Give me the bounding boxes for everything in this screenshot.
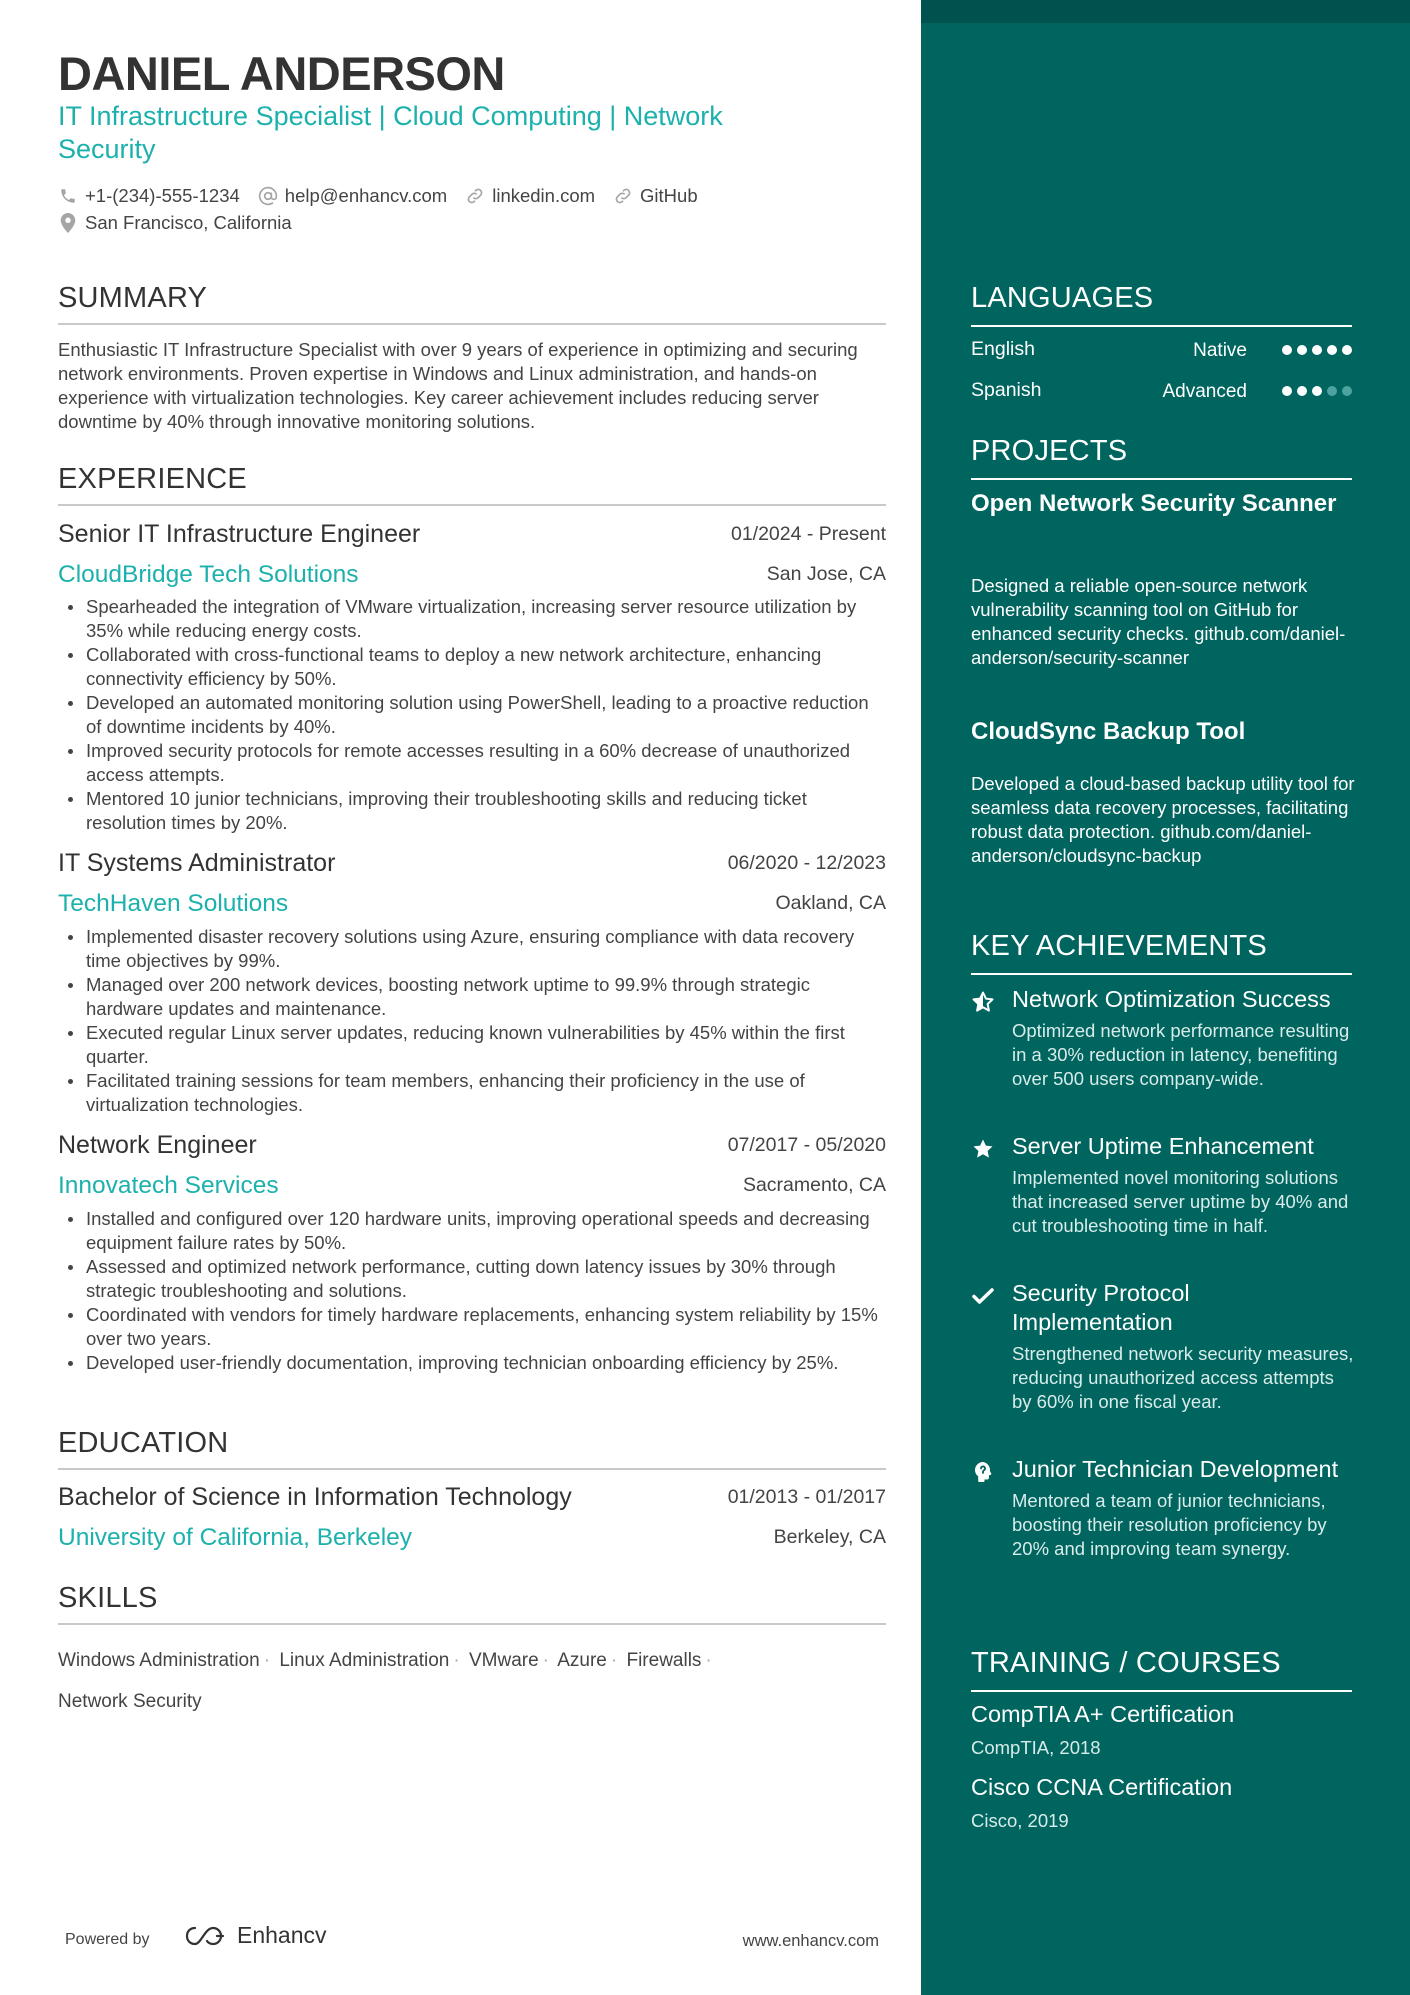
list-item: Developed user-friendly documentation, improving technician onboarding efficiency by 25%. xyxy=(58,1351,888,1375)
achievement-title: Network Optimization Success xyxy=(1012,986,1331,1012)
job-bullets xyxy=(58,595,888,835)
language-spanish xyxy=(971,379,1352,407)
list-item: Installed and configured over 120 hardware units, improving operational speeds and decreasing equipment failure rates by 50%. xyxy=(58,1207,888,1255)
contact-info xyxy=(58,182,878,236)
skills-heading: SKILLS xyxy=(58,1582,886,1625)
job-title: Senior IT Infrastructure Engineer xyxy=(58,520,421,548)
star-half-icon xyxy=(971,990,995,1014)
projects-heading: PROJECTS xyxy=(971,435,1352,480)
job-location: San Jose, CA xyxy=(766,563,886,585)
experience-heading: EXPERIENCE xyxy=(58,463,886,506)
summary-text: Enthusiastic IT Infrastructure Specialist with over 9 years of experience in optimizing and securing network environments. Proven expertise in Windows and Linux administration, and hands-on experience with virtualization technologies. Key career achievement includes reducing server downtime by 40% through innovative monitoring solutions. xyxy=(58,339,858,432)
list-item: Mentored 10 junior technicians, improving their troubleshooting skills and reducing ticket resolution times by 20%. xyxy=(58,787,888,835)
job-dates: 01/2024 - Present xyxy=(730,523,886,545)
achievement-description: Optimized network performance resulting in a 30% reduction in latency, benefiting over 500 users company-wide. xyxy=(1012,1020,1350,1089)
candidate-name: DANIEL ANDERSON xyxy=(58,47,505,100)
phone[interactable] xyxy=(58,185,240,207)
github-link[interactable] xyxy=(613,185,698,207)
course-item xyxy=(971,1773,1352,1832)
linkedin-text: linkedin.com xyxy=(492,184,596,206)
degree: Bachelor of Science in Information Technology xyxy=(58,1483,572,1511)
rating-dot-empty xyxy=(1327,386,1337,396)
achievement-item xyxy=(971,1455,1356,1561)
achievement-item xyxy=(971,1132,1356,1238)
sidebar-top-bar xyxy=(921,0,1410,23)
phone-icon xyxy=(58,186,78,206)
language-rating xyxy=(1277,345,1352,355)
email[interactable] xyxy=(258,185,447,207)
check-icon xyxy=(971,1284,995,1308)
job-location: Sacramento, CA xyxy=(742,1174,886,1196)
enhancv-logo-icon xyxy=(183,1924,229,1948)
list-item: Collaborated with cross-functional teams to deploy a new network architecture, enhancing connectivity efficiency by 50%. xyxy=(58,643,888,691)
training-heading: TRAINING / COURSES xyxy=(971,1647,1352,1692)
skills-list: Windows Administration · Linux Administration · VMware · Azure · Firewalls · Network Security xyxy=(58,1650,712,1712)
language-english xyxy=(971,338,1352,366)
job-bullets xyxy=(58,1207,888,1375)
linkedin-link[interactable] xyxy=(465,185,595,207)
job-dates: 07/2017 - 05/2020 xyxy=(727,1134,886,1156)
powered-by-label: Powered by xyxy=(65,1931,150,1948)
brain-icon xyxy=(971,1460,995,1484)
job-title: Network Engineer xyxy=(58,1131,257,1159)
skill-tag: Firewalls xyxy=(626,1650,702,1671)
job-title: IT Systems Administrator xyxy=(58,849,336,877)
list-item: Facilitated training sessions for team members, enhancing their proficiency in the use of virtualization technologies. xyxy=(58,1069,888,1117)
location xyxy=(58,212,292,234)
rating-dot-filled xyxy=(1327,345,1337,355)
language-rating xyxy=(1277,386,1352,396)
sidebar-column xyxy=(921,0,1410,1995)
job-company[interactable]: TechHaven Solutions xyxy=(58,890,289,917)
course-title: Cisco CCNA Certification xyxy=(971,1774,1233,1800)
skill-tag: Network Security xyxy=(58,1691,202,1712)
headline: IT Infrastructure Specialist | Cloud Computing | Network Security xyxy=(58,101,723,164)
github-text: GitHub xyxy=(640,184,698,206)
list-item: Managed over 200 network devices, boosting network uptime to 99.9% through strategic hardware updates and maintenance. xyxy=(58,973,888,1021)
location-pin-icon xyxy=(58,213,78,233)
job-location: Oakland, CA xyxy=(775,892,886,914)
language-name: English xyxy=(971,338,1035,360)
enhancv-brand-text: Enhancv xyxy=(237,1922,327,1948)
achievement-description: Strengthened network security measures, reducing unauthorized access attempts by 60% in one fiscal year. xyxy=(1012,1343,1354,1412)
achievement-description: Implemented novel monitoring solutions that increased server uptime by 40% and cut troubleshooting time in half. xyxy=(1012,1167,1349,1236)
language-level: Advanced xyxy=(1162,381,1247,402)
rating-dot-filled xyxy=(1297,345,1307,355)
link-icon xyxy=(613,186,633,206)
summary-heading: SUMMARY xyxy=(58,282,886,325)
course-subtitle: CompTIA, 2018 xyxy=(971,1737,1101,1758)
enhancv-logo[interactable] xyxy=(183,1922,327,1949)
at-icon xyxy=(258,186,278,206)
star-icon xyxy=(971,1137,995,1161)
job-bullets xyxy=(58,925,888,1117)
school[interactable]: University of California, Berkeley xyxy=(58,1524,413,1551)
course-subtitle: Cisco, 2019 xyxy=(971,1810,1069,1831)
phone-text: +1-(234)-555-1234 xyxy=(85,184,240,206)
project-title: CloudSync Backup Tool xyxy=(971,718,1246,745)
location-text: San Francisco, California xyxy=(85,211,292,233)
job-company[interactable]: Innovatech Services xyxy=(58,1172,279,1199)
achievement-title: Junior Technician Development xyxy=(1012,1456,1339,1482)
rating-dot-filled xyxy=(1312,345,1322,355)
rating-dot-filled xyxy=(1282,345,1292,355)
achievement-item xyxy=(971,1279,1356,1414)
rating-dot-empty xyxy=(1342,386,1352,396)
languages-heading: LANGUAGES xyxy=(971,282,1352,327)
rating-dot-filled xyxy=(1282,386,1292,396)
course-item xyxy=(971,1700,1352,1759)
achievements-heading: KEY ACHIEVEMENTS xyxy=(971,930,1352,975)
job-dates: 06/2020 - 12/2023 xyxy=(727,852,886,874)
skill-tag: Azure xyxy=(557,1650,607,1671)
achievement-title: Security Protocol Implementation xyxy=(1012,1280,1190,1335)
language-level: Native xyxy=(1193,340,1247,361)
achievement-description: Mentored a team of junior technicians, boosting their resolution proficiency by 20% and improving team synergy. xyxy=(1012,1490,1327,1559)
skill-tag: VMware xyxy=(468,1650,539,1671)
list-item: Coordinated with vendors for timely hardware replacements, enhancing system reliability by 15% over two years. xyxy=(58,1303,888,1351)
achievement-item xyxy=(971,985,1356,1091)
list-item: Assessed and optimized network performance, cutting down latency issues by 30% through strategic troubleshooting and solutions. xyxy=(58,1255,888,1303)
education-heading: EDUCATION xyxy=(58,1427,886,1470)
course-title: CompTIA A+ Certification xyxy=(971,1701,1235,1727)
school-location: Berkeley, CA xyxy=(773,1526,886,1548)
project-title: Open Network Security Scanner xyxy=(971,490,1337,517)
skill-tag: Windows Administration xyxy=(58,1650,260,1671)
achievement-title: Server Uptime Enhancement xyxy=(1012,1133,1314,1159)
list-item: Improved security protocols for remote accesses resulting in a 60% decrease of unauthorized access attempts. xyxy=(58,739,888,787)
education-dates: 01/2013 - 01/2017 xyxy=(727,1486,886,1508)
language-name: Spanish xyxy=(971,379,1042,401)
rating-dot-filled xyxy=(1312,386,1322,396)
job-company[interactable]: CloudBridge Tech Solutions xyxy=(58,561,359,588)
list-item: Implemented disaster recovery solutions using Azure, ensuring compliance with data recovery time objectives by 99%. xyxy=(58,925,888,973)
project-description: Designed a reliable open-source network vulnerability scanning tool on GitHub for enhanced security checks. github.com/daniel-anderson/security-scanner xyxy=(971,575,1346,668)
rating-dot-filled xyxy=(1297,386,1307,396)
skill-tag: Linux Administration xyxy=(279,1650,450,1671)
rating-dot-filled xyxy=(1342,345,1352,355)
list-item: Spearheaded the integration of VMware virtualization, increasing server resource utilization by 35% while reducing energy costs. xyxy=(58,595,888,643)
footer-url[interactable]: www.enhancv.com xyxy=(742,1932,879,1950)
list-item: Executed regular Linux server updates, reducing known vulnerabilities by 45% within the first quarter. xyxy=(58,1021,888,1069)
project-description: Developed a cloud-based backup utility tool for seamless data recovery processes, facilitating robust data protection. github.com/daniel-anderson/cloudsync-backup xyxy=(971,773,1355,866)
list-item: Developed an automated monitoring solution using PowerShell, leading to a proactive reduction of downtime incidents by 40%. xyxy=(58,691,888,739)
link-icon xyxy=(465,186,485,206)
email-text: help@enhancv.com xyxy=(284,184,448,206)
